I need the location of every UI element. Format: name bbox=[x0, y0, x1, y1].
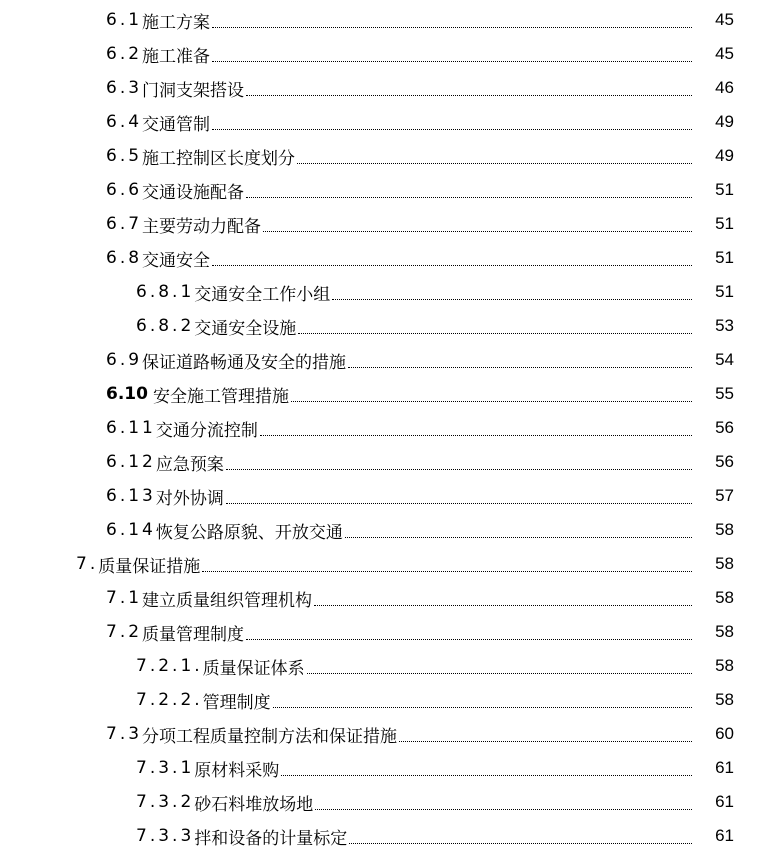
toc-entry[interactable] bbox=[0, 683, 780, 717]
toc-entry-title: 交通管制 bbox=[142, 114, 211, 135]
toc-entry-title: 建立质量组织管理机构 bbox=[142, 590, 313, 611]
toc-entry-title: 管理制度 bbox=[202, 692, 271, 713]
dot-leader bbox=[212, 264, 692, 266]
toc-entry-page: 45 bbox=[715, 44, 734, 63]
toc-entry[interactable] bbox=[0, 751, 780, 785]
toc-entry-page: 56 bbox=[715, 452, 734, 471]
toc-entry-page: 54 bbox=[715, 350, 734, 369]
toc-entry-title: 交通安全工作小组 bbox=[194, 284, 331, 305]
toc-entry[interactable] bbox=[0, 479, 780, 513]
toc-entry[interactable] bbox=[0, 513, 780, 547]
toc-entry-page: 61 bbox=[715, 758, 734, 777]
dot-leader bbox=[291, 400, 692, 402]
toc-entry-title: 交通安全 bbox=[142, 250, 211, 271]
toc-entry-number: 6.7 bbox=[106, 214, 143, 234]
toc-entry[interactable] bbox=[0, 173, 780, 207]
toc-entry-number: 6.13 bbox=[106, 486, 156, 506]
toc-entry-number: 7.2.1. bbox=[136, 656, 203, 676]
dot-leader bbox=[246, 638, 692, 640]
toc-entry-title: 质量保证措施 bbox=[98, 556, 201, 577]
dot-leader bbox=[226, 502, 692, 504]
toc-entry-number: 6.12 bbox=[106, 452, 156, 472]
toc-entry-page: 58 bbox=[715, 690, 734, 709]
dot-leader bbox=[246, 94, 692, 96]
dot-leader bbox=[297, 162, 692, 164]
toc-entry-number: 7.3.3 bbox=[136, 826, 195, 846]
toc-entry-number: 6.8.1 bbox=[136, 282, 195, 302]
toc-entry[interactable] bbox=[0, 105, 780, 139]
toc-entry-number: 6.4 bbox=[106, 112, 143, 132]
toc-entry-title: 门洞支架搭设 bbox=[142, 80, 245, 101]
toc-entry-title: 应急预案 bbox=[155, 454, 224, 475]
dot-leader bbox=[314, 604, 692, 606]
toc-entry-page: 55 bbox=[715, 384, 734, 403]
toc-entry-title: 保证道路畅通及安全的措施 bbox=[142, 352, 347, 373]
dot-leader bbox=[260, 434, 692, 436]
toc-entry-number: 7.3.1 bbox=[136, 758, 195, 778]
dot-leader bbox=[315, 808, 692, 810]
toc-entry-number: 7.3 bbox=[106, 724, 143, 744]
toc-entry[interactable] bbox=[0, 275, 780, 309]
table-of-contents bbox=[0, 3, 780, 853]
toc-entry[interactable] bbox=[0, 445, 780, 479]
dot-leader bbox=[212, 26, 692, 28]
toc-entry-title: 交通分流控制 bbox=[155, 420, 258, 441]
toc-entry-number: 6.14 bbox=[106, 520, 156, 540]
toc-entry[interactable] bbox=[0, 717, 780, 751]
toc-entry-title: 交通安全设施 bbox=[194, 318, 297, 339]
toc-entry-title: 质量保证体系 bbox=[202, 658, 305, 679]
toc-entry[interactable] bbox=[0, 615, 780, 649]
dot-leader bbox=[263, 230, 692, 232]
toc-entry-page: 61 bbox=[715, 826, 734, 845]
toc-entry-title: 主要劳动力配备 bbox=[142, 216, 262, 237]
dot-leader bbox=[212, 128, 692, 130]
toc-entry-number: 6.10 bbox=[106, 384, 148, 404]
toc-entry-number: 6.2 bbox=[106, 44, 143, 64]
toc-entry[interactable] bbox=[0, 3, 780, 37]
dot-leader bbox=[273, 706, 692, 708]
toc-entry[interactable] bbox=[0, 785, 780, 819]
toc-entry-page: 58 bbox=[715, 656, 734, 675]
toc-entry-page: 57 bbox=[715, 486, 734, 505]
toc-entry-title: 质量管理制度 bbox=[142, 624, 245, 645]
dot-leader bbox=[332, 298, 692, 300]
dot-leader bbox=[298, 332, 692, 334]
toc-entry-page: 53 bbox=[715, 316, 734, 335]
toc-entry[interactable] bbox=[0, 37, 780, 71]
toc-entry-page: 60 bbox=[715, 724, 734, 743]
toc-entry[interactable] bbox=[0, 819, 780, 853]
toc-entry-title: 施工方案 bbox=[142, 12, 211, 33]
toc-entry-page: 49 bbox=[715, 112, 734, 131]
toc-entry-page: 45 bbox=[715, 10, 734, 29]
dot-leader bbox=[202, 570, 692, 572]
dot-leader bbox=[399, 740, 692, 742]
toc-entry-title: 安全施工管理措施 bbox=[152, 386, 289, 407]
toc-entry-page: 61 bbox=[715, 792, 734, 811]
toc-entry-title: 施工准备 bbox=[142, 46, 211, 67]
toc-entry-number: 6.6 bbox=[106, 180, 143, 200]
toc-entry-number: 7.3.2 bbox=[136, 792, 195, 812]
dot-leader bbox=[246, 196, 692, 198]
toc-entry-number: 6.3 bbox=[106, 78, 143, 98]
toc-entry-number: 6.5 bbox=[106, 146, 143, 166]
dot-leader bbox=[349, 842, 692, 844]
toc-entry-number: 7.2.2. bbox=[136, 690, 203, 710]
toc-entry[interactable] bbox=[0, 581, 780, 615]
toc-entry-page: 51 bbox=[715, 282, 734, 301]
toc-entry-page: 51 bbox=[715, 180, 734, 199]
toc-entry-page: 58 bbox=[715, 520, 734, 539]
toc-entry-number: 6.1 bbox=[106, 10, 143, 30]
toc-entry-title: 砂石料堆放场地 bbox=[194, 794, 314, 815]
toc-entry[interactable] bbox=[0, 139, 780, 173]
toc-entry-number: 6.9 bbox=[106, 350, 143, 370]
toc-entry-title: 原材料采购 bbox=[194, 760, 280, 781]
toc-entry-page: 51 bbox=[715, 214, 734, 233]
dot-leader bbox=[212, 60, 692, 62]
toc-entry-title: 施工控制区长度划分 bbox=[142, 148, 296, 169]
dot-leader bbox=[348, 366, 692, 368]
dot-leader bbox=[281, 774, 692, 776]
toc-entry[interactable] bbox=[0, 649, 780, 683]
toc-entry[interactable] bbox=[0, 241, 780, 275]
toc-entry-number: 7.1 bbox=[106, 588, 143, 608]
toc-entry-page: 58 bbox=[715, 554, 734, 573]
toc-entry[interactable] bbox=[0, 71, 780, 105]
dot-leader bbox=[226, 468, 692, 470]
dot-leader bbox=[307, 672, 692, 674]
toc-entry[interactable] bbox=[0, 377, 780, 411]
toc-entry[interactable] bbox=[0, 309, 780, 343]
toc-entry-page: 58 bbox=[715, 588, 734, 607]
toc-entry[interactable] bbox=[0, 547, 780, 581]
toc-entry-page: 51 bbox=[715, 248, 734, 267]
toc-entry[interactable] bbox=[0, 411, 780, 445]
toc-entry[interactable] bbox=[0, 207, 780, 241]
toc-entry-number: 6.8 bbox=[106, 248, 143, 268]
toc-entry-number: 7.2 bbox=[106, 622, 143, 642]
toc-entry-title: 恢复公路原貌、开放交通 bbox=[155, 522, 343, 543]
toc-entry-title: 拌和设备的计量标定 bbox=[194, 828, 348, 849]
toc-entry-number: 6.11 bbox=[106, 418, 156, 438]
toc-entry-number: 7. bbox=[76, 554, 99, 574]
toc-entry-page: 49 bbox=[715, 146, 734, 165]
toc-entry[interactable] bbox=[0, 343, 780, 377]
toc-entry-title: 分项工程质量控制方法和保证措施 bbox=[142, 726, 398, 747]
toc-entry-page: 46 bbox=[715, 78, 734, 97]
toc-entry-page: 58 bbox=[715, 622, 734, 641]
toc-entry-page: 56 bbox=[715, 418, 734, 437]
dot-leader bbox=[345, 536, 692, 538]
toc-entry-number: 6.8.2 bbox=[136, 316, 195, 336]
toc-entry-title: 交通设施配备 bbox=[142, 182, 245, 203]
toc-entry-title: 对外协调 bbox=[155, 488, 224, 509]
